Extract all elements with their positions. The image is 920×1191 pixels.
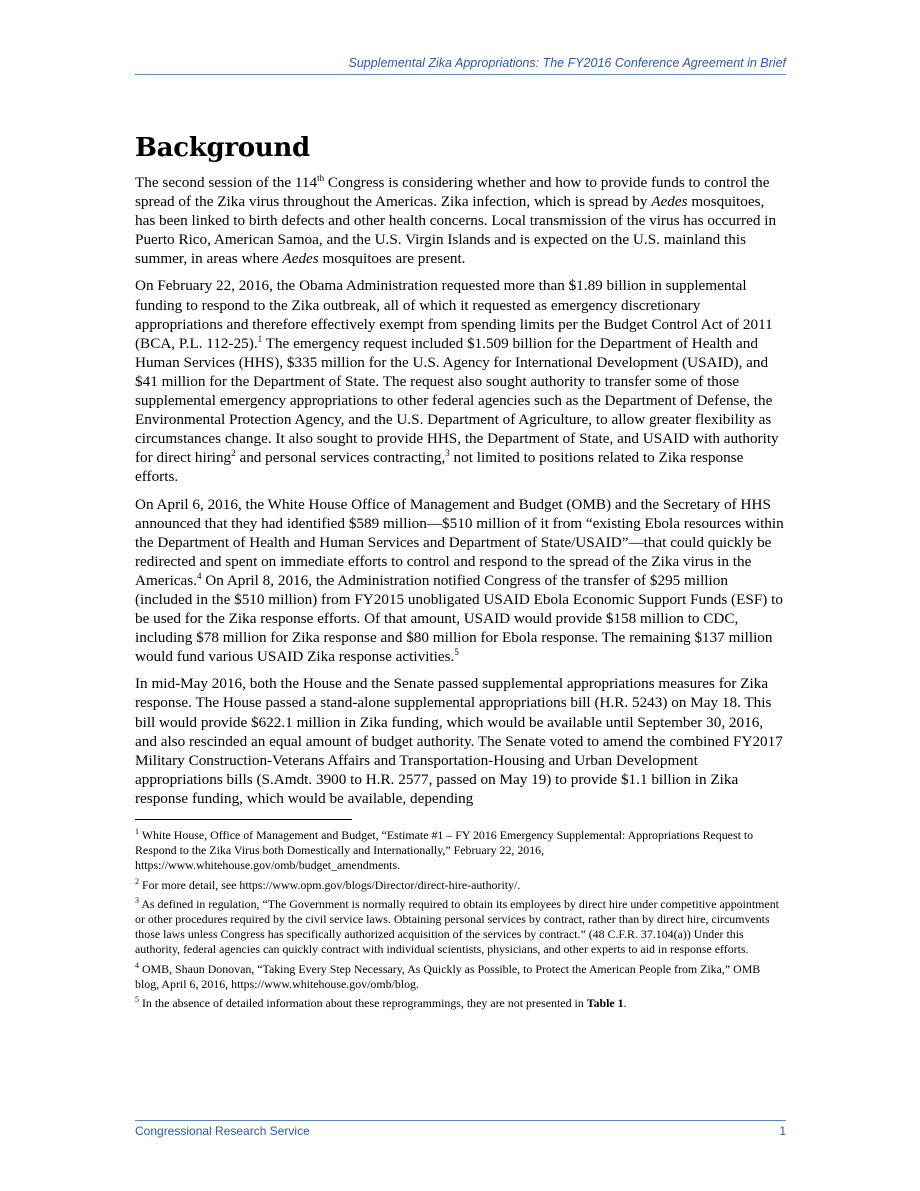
footnote-4: $^4$ OMB, Shaun Donovan, “Taking Every Step Necessary, As Quickly as Possible, to Protect the American People from Zika,” OMB blog, April 6, 2016, https://www.whitehouse.gov/omb/blog. xyxy=(135,960,761,991)
footnote-ref-3[interactable]: 3 xyxy=(445,448,450,459)
footer-publisher: Congressional Research Service xyxy=(135,1124,310,1138)
page-number: 1 xyxy=(779,1124,786,1138)
paragraph-3: On April 6, 2016, the White House Office of Management and Budget (OMB) and the Secretary of HHS announced that they had identified $589 million—$510 million of it from “existing Ebola resources within the Department of Health and Human Services and Department of State/USAID”—that could quickly be redirected and spent on immediate efforts to control and respond to the spread of the Zika virus in the Americas.$^4$ On April 8, 2016, the Administration notified Congress of the transfer of $295 million (included in the $510 million) from FY2015 unobligated USAID Ebola Economic Support Funds (ESF) to be used for the Zika response efforts. Of that amount, USAID would provide $158 million to CDC, including $78 million for Zika response and $80 million for Ebola response. The remaining $137 million would fund various USAID Zika response activities.$^5$ xyxy=(135,495,784,666)
footnote-ref-1[interactable]: 1 xyxy=(257,333,263,344)
footnote-2: $^2$ For more detail, see https://www.opm.gov/blogs/Director/direct-hire-authority/. xyxy=(135,876,521,892)
ordinal-suffix: th xyxy=(317,172,325,183)
page-footer xyxy=(135,1120,786,1138)
footnote-5: $^5$ In the absence of detailed information about these reprogrammings, they are not presented in Table 1. xyxy=(135,995,627,1011)
footnote-3: $^3$ As defined in regulation, “The Government is normally required to obtain its employees by direct hire under competitive appointment or other procedures required by the civil service laws. Obtaining personal services by contract, rather than by direct hire, circumvents those laws unless Congress has specifically authorized acquisition of the services by contract.” (48 C.F.R. 37.104(a)) Under this authority, federal agencies can quickly contract with individual scientists, physicians, and other experts to aid in response efforts. xyxy=(135,895,779,957)
page-content xyxy=(135,133,786,1015)
footnote-divider xyxy=(135,819,352,820)
running-title: Supplemental Zika Appropriations: The FY2016 Conference Agreement in Brief xyxy=(348,56,786,70)
running-header xyxy=(135,54,786,75)
paragraph-1: The second session of the 114th Congress is considering whether and how to provide funds to control the spread of the Zika virus throughout the Americas. Zika infection, which is spread by Aedes mosquitoes, has been linked to birth defects and other health concerns. Local transmission of the virus has occurred in Puerto Rico, American Samoa, and the U.S. Virgin Islands and is expected on the U.S. mainland this summer, in areas where Aedes mosquitoes are present. xyxy=(135,172,777,268)
section-heading: Background xyxy=(135,133,310,163)
footnote-ref-2[interactable]: 2 xyxy=(231,448,236,459)
table-reference[interactable]: Table 1 xyxy=(586,996,624,1011)
paragraph-4: In mid-May 2016, both the House and the Senate passed supplemental appropriations measures for Zika response. The House passed a stand-alone supplemental appropriations bill (H.R. 5243) on May 18. This bill would provide $622.1 million in Zika funding, which would be available until September 30, 2016, and also rescinded an equal amount of budget authority. The Senate voted to amend the combined FY2017 Military Construction-Veterans Affairs and Transportation-Housing and Urban Development appropriations bills (S.Amdt. 3900 to H.R. 2577, passed on May 19) to provide $1.1 billion in Zika response funding, which would be available, depending xyxy=(135,675,783,807)
paragraph-2: On February 22, 2016, the Obama Administration requested more than $1.89 billion in supplemental funding to respond to the Zika outbreak, all of which it requested as emergency discretionary appropriations and therefore effectively exempt from spending limits per the Budget Control Act of 2011 (BCA, P.L. 112-25).$^1$ The emergency request included $1.509 billion for the Department of Health and Human Services (HHS), $335 million for the U.S. Agency for International Development (USAID), and $41 million for the Department of State. The request also sought authority to transfer some of those supplemental emergency appropriations to other federal agencies such as the Department of Defense, the Environmental Protection Agency, and the U.S. Department of Agriculture, to allow greater flexibility as circumstances change. It also sought to provide HHS, the Department of State, and USAID with authority for direct hiring$^2$ and personal services contracting,$^3$ not limited to positions related to Zika response efforts. xyxy=(135,277,779,486)
footnote-1: $^1$ White House, Office of Management and Budget, “Estimate #1 – FY 2016 Emergency Supplemental: Appropriations Request to Respond to the Zika Virus both Domestically and Internationally,” February 22, 2016, https://www.whitehouse.gov/omb/budget_amendments. xyxy=(135,827,754,873)
footnote-ref-4[interactable]: 4 xyxy=(197,570,202,581)
footnote-ref-5[interactable]: 5 xyxy=(454,647,459,658)
